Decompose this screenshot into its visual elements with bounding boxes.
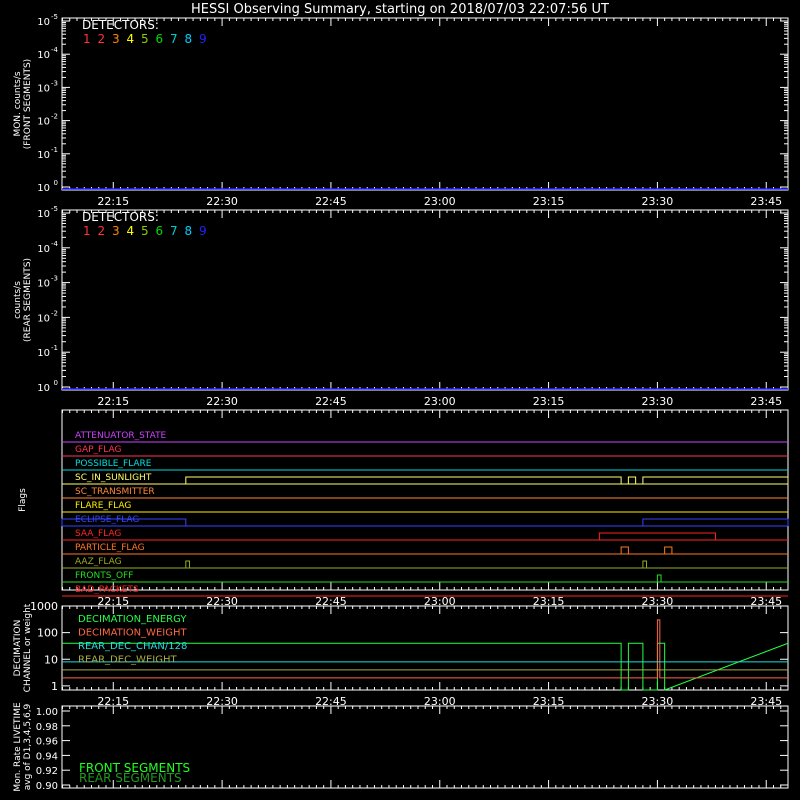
y-tick-label bbox=[37, 275, 58, 290]
flag-label: FRONTS_OFF bbox=[75, 571, 134, 581]
y-tick-exp: 0 bbox=[53, 379, 58, 387]
y-tick-label: 100 bbox=[37, 626, 58, 640]
flag-label: BAD_PACKETS bbox=[75, 585, 139, 595]
y-tick-label bbox=[37, 179, 58, 194]
flag-label: SC_TRANSMITTER bbox=[75, 487, 155, 497]
y-axis-label-line: Mon. Rate LIVETIME bbox=[13, 702, 23, 792]
y-tick-label bbox=[37, 240, 58, 255]
x-tick-label: 23:15 bbox=[532, 195, 565, 208]
y-tick-exp: -1 bbox=[51, 145, 58, 154]
y-tick-label bbox=[37, 13, 58, 28]
panel-3-frame bbox=[62, 410, 788, 590]
detector-number: 4 bbox=[126, 224, 135, 238]
x-tick-label: 23:15 bbox=[532, 695, 565, 708]
y-tick-base: 10 bbox=[37, 348, 50, 360]
legend-entry: FRONT SEGMENTS bbox=[79, 761, 191, 775]
y-tick-label bbox=[37, 379, 58, 394]
y-tick-label: 0.92 bbox=[35, 766, 58, 778]
y-tick-label bbox=[37, 205, 58, 220]
detector-number: 6 bbox=[155, 224, 164, 238]
x-tick-label: 22:30 bbox=[206, 695, 238, 708]
x-tick-label: 22:15 bbox=[97, 595, 130, 608]
flag-label: PARTICLE_FLAG bbox=[75, 543, 145, 553]
flag-segment bbox=[186, 477, 621, 484]
y-tick-label: 1000 bbox=[30, 600, 58, 613]
flag-label: ATTENUATOR_STATE bbox=[75, 431, 167, 441]
detector-number: 9 bbox=[199, 32, 207, 46]
y-tick-label bbox=[37, 146, 58, 161]
detector-number: 6 bbox=[155, 32, 164, 46]
x-tick-label: 23:30 bbox=[641, 195, 674, 208]
y-axis-label bbox=[13, 59, 33, 149]
y-axis-label bbox=[18, 488, 28, 512]
flag-label: AAZ_FLAG bbox=[75, 557, 122, 567]
flag-segment bbox=[657, 575, 661, 582]
x-tick-label: 23:45 bbox=[750, 695, 783, 708]
detector-number: 1 bbox=[83, 224, 91, 238]
x-tick-label: 23:15 bbox=[532, 595, 565, 608]
x-tick-label: 23:30 bbox=[641, 695, 674, 708]
y-axis-label-line: MON. counts/s bbox=[13, 71, 23, 137]
detector-number: 5 bbox=[141, 32, 149, 46]
x-tick-label: 22:15 bbox=[97, 395, 130, 408]
x-tick-label: 22:15 bbox=[97, 695, 130, 708]
y-tick-exp: -3 bbox=[51, 274, 58, 283]
flag-label: POSSIBLE_FLARE bbox=[75, 459, 152, 469]
flag-label: GAP_FLAG bbox=[75, 445, 122, 455]
legend-entry: REAR_DEC_CHAN/128 bbox=[78, 641, 188, 652]
detector-number: 7 bbox=[170, 32, 178, 46]
y-axis-label-line: (FRONT SEGMENTS) bbox=[23, 58, 33, 150]
y-axis-label-line: avg of D1,3,4,5,6,9 bbox=[23, 703, 33, 791]
y-tick-base: 10 bbox=[37, 243, 50, 255]
detectors-heading: DETECTORS: bbox=[82, 210, 159, 224]
x-tick-label: 23:15 bbox=[532, 395, 565, 408]
detector-number: 8 bbox=[184, 32, 193, 46]
x-tick-label: 23:45 bbox=[750, 195, 783, 208]
y-tick-base: 10 bbox=[37, 313, 50, 325]
x-tick-label: 23:00 bbox=[423, 395, 456, 408]
flag-segment bbox=[643, 561, 647, 568]
detector-number: 1 bbox=[83, 32, 91, 46]
x-tick-label: 23:30 bbox=[641, 395, 674, 408]
y-tick-exp: -4 bbox=[51, 239, 58, 248]
x-tick-label: 22:30 bbox=[206, 595, 238, 608]
y-tick-exp: -5 bbox=[51, 13, 58, 21]
y-tick-label: 0.90 bbox=[35, 781, 58, 792]
x-tick-label: 23:00 bbox=[423, 195, 456, 208]
detector-number: 3 bbox=[112, 224, 120, 238]
y-tick-base: 10 bbox=[37, 17, 50, 28]
y-tick-exp: -5 bbox=[51, 205, 58, 213]
y-tick-base: 10 bbox=[37, 183, 50, 194]
detectors-heading: DETECTORS: bbox=[82, 18, 159, 32]
flag-segment bbox=[628, 477, 635, 484]
flag-label: FLARE_FLAG bbox=[75, 501, 132, 511]
flag-label: SC_IN_SUNLIGHT bbox=[75, 473, 152, 483]
detector-number: 4 bbox=[126, 32, 135, 46]
y-tick-label: 0.94 bbox=[35, 751, 58, 763]
y-tick-exp: 0 bbox=[53, 179, 58, 187]
x-tick-label: 23:00 bbox=[423, 595, 456, 608]
y-axis-label bbox=[13, 702, 33, 792]
y-tick-label: 0.98 bbox=[35, 721, 58, 733]
x-tick-label: 22:45 bbox=[315, 195, 347, 208]
figure-title: HESSI Observing Summary, starting on 2018/07/03 22:07:56 UT bbox=[191, 2, 609, 17]
y-tick-base: 10 bbox=[37, 50, 50, 62]
x-tick-label: 22:15 bbox=[97, 195, 130, 208]
x-tick-label: 22:30 bbox=[206, 395, 238, 408]
x-tick-label: 23:45 bbox=[750, 395, 783, 408]
x-tick-label: 22:45 bbox=[315, 395, 347, 408]
flag-label: SAA_FLAG bbox=[75, 529, 122, 539]
y-tick-label bbox=[37, 46, 58, 61]
y-axis-label-line: DECIMATION bbox=[13, 619, 23, 677]
y-tick-exp: -4 bbox=[51, 46, 58, 55]
flag-segment bbox=[665, 547, 672, 554]
x-tick-label: 22:30 bbox=[206, 195, 238, 208]
detector-number: 8 bbox=[184, 224, 193, 238]
flag-label: ECLIPSE_FLAG bbox=[75, 515, 140, 525]
y-axis-label-line: Flags bbox=[18, 488, 28, 512]
detector-number: 2 bbox=[97, 32, 106, 46]
y-axis-label-line: (REAR SEGMENTS) bbox=[23, 257, 33, 343]
y-tick-label: 1.00 bbox=[35, 707, 58, 718]
y-tick-exp: -2 bbox=[51, 112, 58, 121]
y-tick-base: 10 bbox=[37, 383, 50, 394]
y-axis-label-line: counts/s bbox=[13, 281, 23, 319]
y-tick-label bbox=[37, 79, 58, 94]
x-tick-label: 23:45 bbox=[750, 595, 783, 608]
y-tick-base: 10 bbox=[37, 278, 50, 290]
legend-entry: DECIMATION_WEIGHT bbox=[78, 627, 187, 639]
y-tick-base: 10 bbox=[37, 116, 50, 128]
detector-number: 7 bbox=[170, 224, 178, 238]
y-tick-exp: -2 bbox=[51, 309, 58, 318]
y-tick-exp: -1 bbox=[51, 344, 58, 353]
detector-number: 5 bbox=[141, 224, 149, 238]
x-tick-label: 23:00 bbox=[423, 695, 456, 708]
detector-number: 2 bbox=[97, 224, 106, 238]
flag-segment bbox=[643, 477, 788, 484]
legend-entry: REAR SEGMENTS bbox=[79, 771, 182, 785]
y-tick-base: 10 bbox=[37, 149, 50, 161]
y-tick-label bbox=[37, 113, 58, 128]
y-axis-label bbox=[13, 258, 33, 342]
detector-number: 3 bbox=[112, 32, 120, 46]
x-tick-label: 23:30 bbox=[641, 595, 674, 608]
y-tick-label: 10 bbox=[44, 653, 58, 667]
flag-segment bbox=[186, 561, 190, 568]
x-tick-label: 22:45 bbox=[315, 595, 347, 608]
y-tick-base: 10 bbox=[37, 209, 50, 220]
flag-segment bbox=[621, 547, 628, 554]
flag-segment bbox=[643, 519, 788, 526]
x-tick-label: 22:45 bbox=[315, 695, 347, 708]
y-tick-label bbox=[37, 344, 58, 359]
y-tick-exp: -3 bbox=[51, 79, 58, 88]
y-tick-label: 0.96 bbox=[35, 736, 58, 748]
y-axis-label-line: CHANNEL or weight bbox=[23, 603, 33, 693]
y-tick-label: 1 bbox=[51, 679, 58, 693]
y-tick-base: 10 bbox=[37, 83, 50, 95]
y-tick-label bbox=[37, 309, 58, 324]
y-axis-label bbox=[13, 603, 33, 692]
detector-number: 9 bbox=[199, 224, 207, 238]
legend-entry: REAR_DEC_WEIGHT bbox=[78, 654, 177, 666]
flag-segment bbox=[599, 533, 715, 540]
legend-entry: DECIMATION_ENERGY bbox=[78, 614, 187, 625]
